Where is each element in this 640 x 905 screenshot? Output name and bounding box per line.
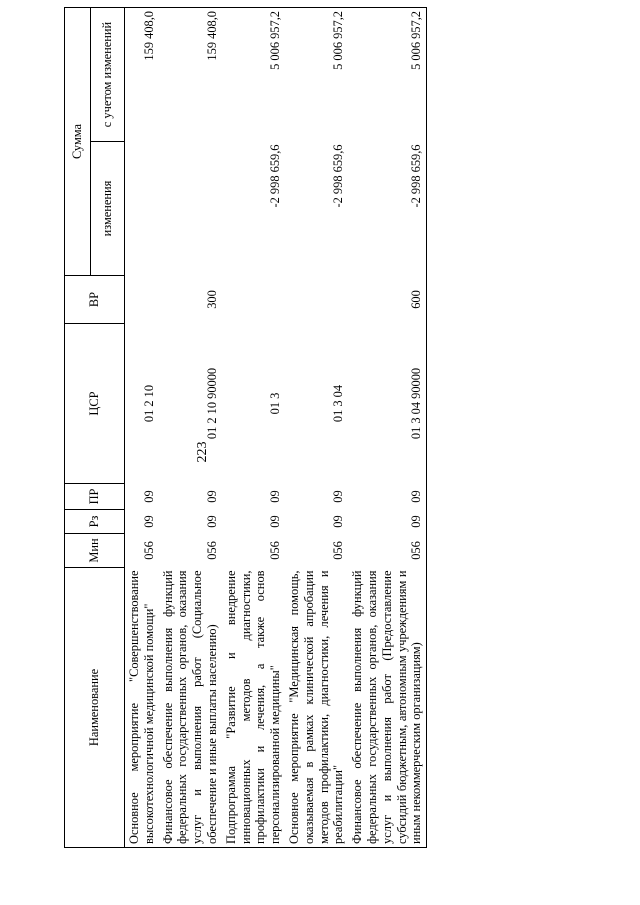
row-vr: 300	[204, 290, 219, 309]
row-csr: 01 2 10	[141, 384, 156, 423]
row-min: 056	[331, 541, 346, 560]
row-csr: 01 2 10 90000	[204, 367, 219, 440]
row-min: 056	[141, 541, 156, 560]
row-with-change: 5 006 957,2	[348, 8, 426, 142]
page-number: 223	[195, 441, 210, 463]
header-pr: ПР	[65, 484, 125, 510]
row-with-change: 159 408,0	[159, 8, 222, 142]
row-name: Основное мероприятие "Медицинская помощь, оказываемая в рамках клинической апробации методов профилактики, диагностики, лечения и реабилитации"	[285, 568, 348, 848]
budget-table	[64, 7, 427, 848]
table-row	[125, 8, 159, 848]
row-change	[159, 142, 222, 276]
table-row	[348, 8, 426, 848]
header-sum: Сумма	[65, 8, 91, 276]
row-vr: 600	[348, 276, 426, 324]
row-min: 056	[268, 541, 283, 560]
row-vr	[285, 276, 348, 324]
header-vr: ВР	[65, 276, 125, 324]
row-csr: 01 3 04	[331, 384, 346, 423]
header-rz: Рз	[65, 510, 125, 534]
row-pr: 09	[141, 490, 156, 503]
row-rz: 09	[141, 515, 156, 528]
row-min: 056	[204, 541, 219, 560]
header-min: Мин	[65, 534, 125, 568]
row-pr: 09	[268, 490, 283, 503]
row-rz: 09	[348, 510, 426, 534]
row-change: -2 998 659,6	[268, 144, 283, 208]
row-change: -2 998 659,6	[331, 144, 346, 208]
row-with-change: 5 006 957,2	[222, 8, 285, 142]
row-csr: 01 3	[268, 392, 283, 415]
row-with-change: 5 006 957,2	[285, 8, 348, 142]
row-csr: 01 3 04 90000	[348, 324, 426, 484]
row-change: -2 998 659,6	[348, 142, 426, 276]
row-rz: 09	[268, 515, 283, 528]
row-name: Финансовое обеспечение выполнения функций федеральных государственных органов, оказания услуг и выполнения работ (Социальное обеспечение и иные выплаты населению)	[159, 568, 222, 848]
row-with-change: 159 408,0	[125, 8, 159, 142]
row-vr	[222, 276, 285, 324]
rotated-page-content	[64, 8, 588, 848]
header-name: Наименование	[65, 568, 125, 848]
row-pr: 09	[204, 490, 219, 503]
row-name: Основное мероприятие "Совершенствование высокотехнологичной медицинской помощи"	[125, 568, 159, 848]
header-csr: ЦСР	[65, 324, 125, 484]
table-header	[65, 8, 125, 848]
row-pr: 09	[331, 490, 346, 503]
row-pr: 09	[348, 484, 426, 510]
table-body	[125, 8, 427, 848]
row-name: Финансовое обеспечение выполнения функций федеральных государственных органов, оказания услуг и выполнения работ (Предоставление субсидий бюджетным, автономным учреждениям и иным некоммерческим организациям)	[348, 568, 426, 848]
header-with-change: с учетом изменений	[91, 8, 125, 142]
header-change: изменения	[91, 142, 125, 276]
row-vr	[125, 276, 159, 324]
row-change	[125, 142, 159, 276]
table-row	[222, 8, 285, 848]
table-row	[285, 8, 348, 848]
row-rz: 09	[331, 515, 346, 528]
row-rz: 09	[204, 515, 219, 528]
row-name: Подпрограмма "Развитие и внедрение инновационных методов диагностики, профилактики и лечения, а также основ персонализированной медицины"	[222, 568, 285, 848]
row-min: 056	[348, 534, 426, 568]
table-row	[159, 8, 222, 848]
